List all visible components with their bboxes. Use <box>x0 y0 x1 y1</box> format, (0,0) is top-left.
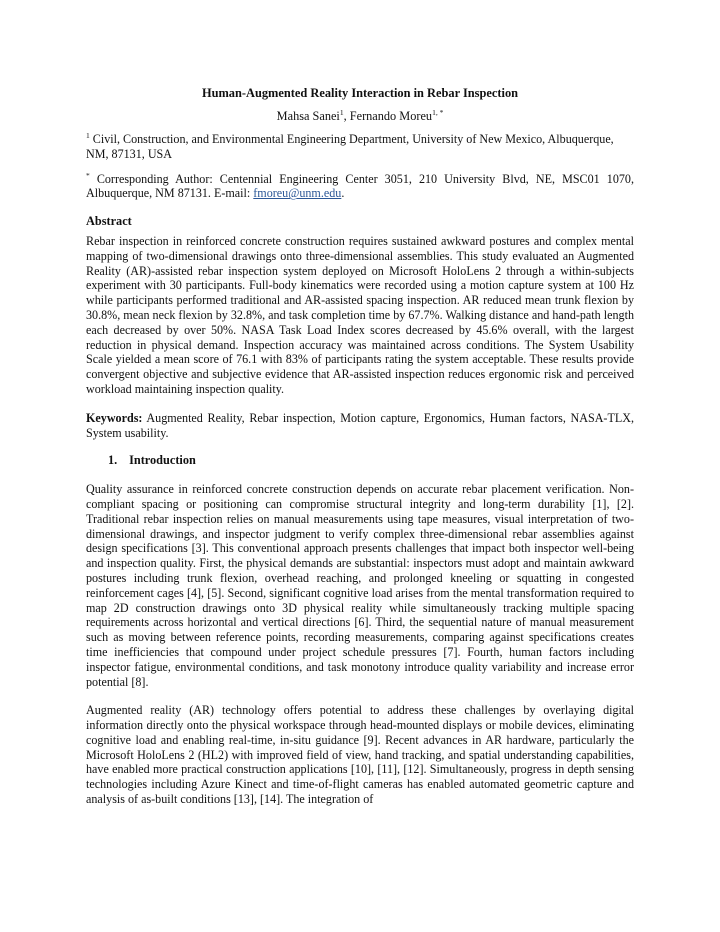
abstract-body: Rebar inspection in reinforced concrete construction requires sustained awkward postures and complex mental mapping of two-dimensional drawings onto three-dimensional assemblies. This study evaluated an Augmented Reality (AR)-assisted rebar inspection system deployed on Microsoft HoloLens 2 through a within-subjects experiment with 30 participants. Full-body kinematics were recorded using a motion capture system at 100 Hz while participants performed traditional and AR-assisted spacing inspection. AR reduced mean trunk flexion by 30.8%, mean neck flexion by 32.8%, and task completion time by 67.7%. Walking distance and hand-path length each decreased by over 50%. NASA Task Load Index scores decreased by 45.6% overall, with the largest reduction in physical demand. Inspection accuracy was maintained across conditions. The System Usability Scale yielded a mean score of 76.1 with 83% of participants rating the system acceptable. These results provide convergent objective and subjective evidence that AR-assisted inspection reduces ergonomic risk and perceived workload maintaining inspection quality. <box>86 233 634 396</box>
keywords-label: Keywords: <box>86 410 143 425</box>
author-line: Mahsa Sanei$^1$, Fernando Moreu$^{1, *}$ <box>276 108 444 123</box>
section-title: Introduction <box>129 453 196 468</box>
affiliation-text: Civil, Construction, and Environmental Engineering Department, University of New Mexico, Albuquerque, NM, 87131, USA <box>86 132 614 161</box>
corresponding-author <box>86 172 634 202</box>
corresponding-text: Corresponding Author: Centennial Engineering Center 3051, 210 University Blvd, NE, MSC01 1070, Albuquerque, NM 87131. E-mail: <box>86 171 634 201</box>
paragraph: Quality assurance in reinforced concrete construction depends on accurate rebar placement verification. Non-compliant spacing or positioning can compromise structural integrity and long-term durability [1], [2]. Traditional rebar inspection relies on manual measurements using tape measures, visual interpretation of two-dimensional drawings, and inspector judgment to verify complex three-dimensional rebar assemblies against design specifications [3]. This conventional approach presents challenges that impact both inspector well-being and inspection quality. First, the physical demands are substantial: inspectors must adopt and maintain awkward postures including trunk flexion, overhead reaching, and prolonged kneeling or squatting in congested reinforcement cages [4], [5]. Second, significant cognitive load arises from the mental transformation required to map 2D construction drawings onto 3D physical reality while simultaneously tracking multiple spacing requirements across horizontal and vertical directions [6]. Third, the sequential nature of manual measurement such as moving between reference points, recording measurements, comparing against specifications creates time inefficiencies that compound under project schedule pressures [7]. Fourth, human factors including inspector fatigue, environmental conditions, and task monotony introduce quality variability and increase error potential [8]. <box>86 482 634 689</box>
paper-page <box>86 84 634 807</box>
paragraph: Augmented reality (AR) technology offers potential to address these challenges by overlaying digital information directly onto the physical workspace through head-mounted displays or mobile devices, eliminating cognitive load and enabling real-time, in-situ guidance [9]. Recent advances in AR hardware, particularly the Microsoft HoloLens 2 (HL2) with improved field of view, hand tracking, and spatial understanding capabilities, have enabled more practical construction applications [10], [11], [12]. Simultaneously, progress in depth sensing technologies including Azure Kinect and time-of-flight cameras has enabled automated geometric capture and analysis of as-built conditions [13], [14]. The integration of <box>86 703 634 807</box>
author-name: Mahsa Sanei <box>276 109 340 123</box>
affiliation-marker: 1 <box>86 131 90 140</box>
author-affiliation-marker: 1, * <box>432 108 444 117</box>
section-heading <box>86 453 634 468</box>
abstract-heading: Abstract <box>86 214 132 229</box>
keywords-text: Augmented Reality, Rebar inspection, Motion capture, Ergonomics, Human factors, NASA-TLX, System usability. <box>86 410 634 440</box>
section-number: 1. <box>108 453 118 468</box>
affiliation <box>86 132 634 162</box>
email-link[interactable]: fmoreu@unm.edu <box>253 186 342 201</box>
corresponding-marker: * <box>86 170 90 180</box>
author-affiliation-marker: 1 <box>339 108 344 117</box>
author-name: Fernando Moreu <box>349 109 433 123</box>
paper-title: Human-Augmented Reality Interaction in Rebar Inspection <box>201 86 519 100</box>
corresponding-trailing: . <box>341 186 345 201</box>
keywords <box>86 411 634 441</box>
